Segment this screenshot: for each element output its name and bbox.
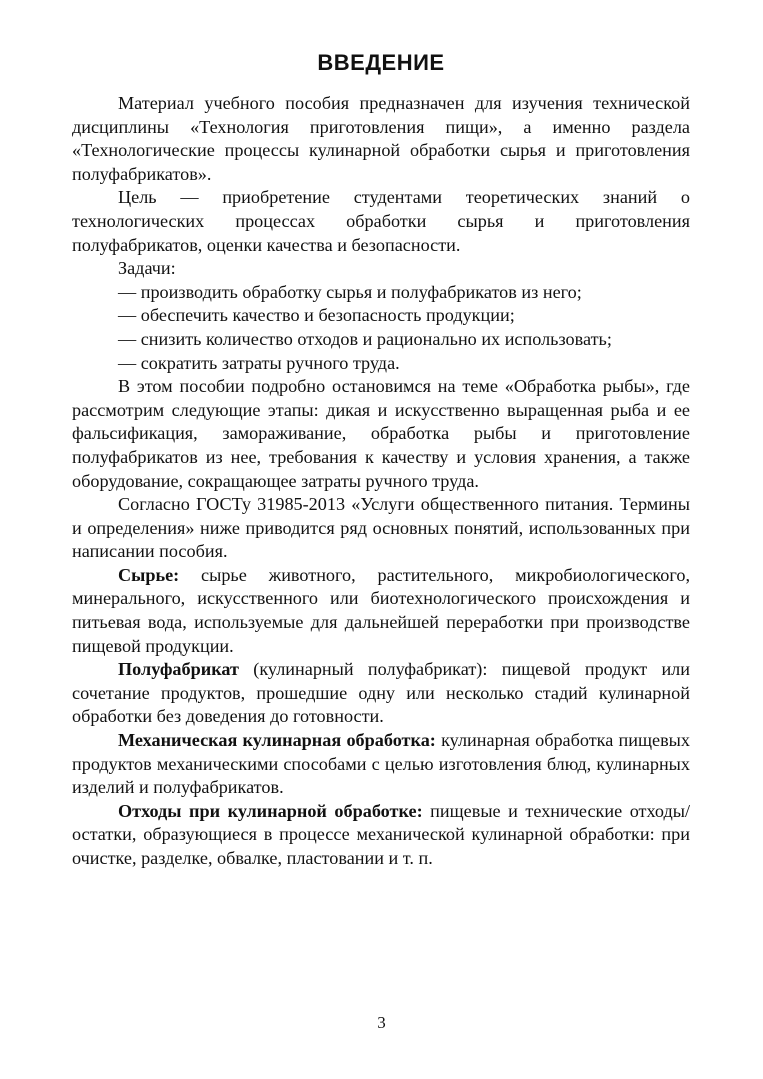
task-item: — сократить затраты ручного труда. bbox=[118, 352, 400, 373]
definition-term: Сырье: bbox=[118, 564, 180, 585]
tasks-heading: Задачи: bbox=[118, 258, 176, 279]
task-item: — снизить количество отходов и рационально их использовать; bbox=[118, 328, 612, 349]
definition-waste bbox=[72, 800, 690, 871]
definition-text: пищевые и технические отходы/остатки, образующиеся в процессе механической кулинарной обработки: при очистке, разделке, обвалке, пластовании и т. п. bbox=[72, 800, 690, 868]
definition-text: (кулинарный полуфабрикат): пищевой продукт или сочетание продуктов, прошедшие одну или несколько стадий кулинарной обработки без доведения до готовности. bbox=[72, 659, 690, 727]
document-page bbox=[72, 50, 690, 871]
page-number: 3 bbox=[377, 1013, 386, 1032]
page-title: ВВЕДЕНИЕ bbox=[317, 50, 445, 75]
definition-text: сырье животного, растительного, микробиологического, минерального, искусственного или биотехнологического происхождения и питьевая вода, используемые для дальнейшей переработки при производстве пищевой продукции. bbox=[72, 564, 690, 656]
definition-raw-material bbox=[72, 564, 690, 658]
intro-paragraph: Материал учебного пособия предназначен для изучения технической дисциплины «Технология приготовления пищи», а именно раздела «Технологические процессы кулинарной обработки сырья и приготовления полуфабрикатов». bbox=[72, 93, 690, 184]
definition-mechanical-processing bbox=[72, 729, 690, 800]
definition-term: Отходы при кулинарной обработке: bbox=[118, 800, 423, 821]
definition-semi-finished bbox=[72, 658, 690, 729]
gost-paragraph: Согласно ГОСТу 31985-2013 «Услуги общественного питания. Термины и определения» ниже приводится ряд основных понятий, использованных при написании пособия. bbox=[72, 494, 690, 562]
definition-term: Механическая кулинарная обработка: bbox=[118, 730, 436, 751]
definition-term: Полуфабрикат bbox=[118, 659, 239, 680]
task-item: — производить обработку сырья и полуфабрикатов из него; bbox=[118, 281, 582, 302]
task-item: — обеспечить качество и безопасность продукции; bbox=[118, 305, 515, 326]
goal-paragraph: Цель — приобретение студентами теоретических знаний о технологических процессах обработки сырья и приготовления полуфабрикатов, оценки качества и безопасности. bbox=[72, 187, 690, 255]
topic-paragraph: В этом пособии подробно остановимся на теме «Обработка рыбы», где рассмотрим следующие этапы: дикая и искусственно выращенная рыба и ее фальсификация, замораживание, обработка рыбы и приготовление полуфабрикатов из нее, требования к качеству и условия хранения, а также оборудование, сокращающее затраты ручного труда. bbox=[72, 376, 690, 491]
definition-text: кулинарная обработка пищевых продуктов механическими способами с целью изготовления блюд, кулинарных изделий и полуфабрикатов. bbox=[72, 730, 690, 798]
